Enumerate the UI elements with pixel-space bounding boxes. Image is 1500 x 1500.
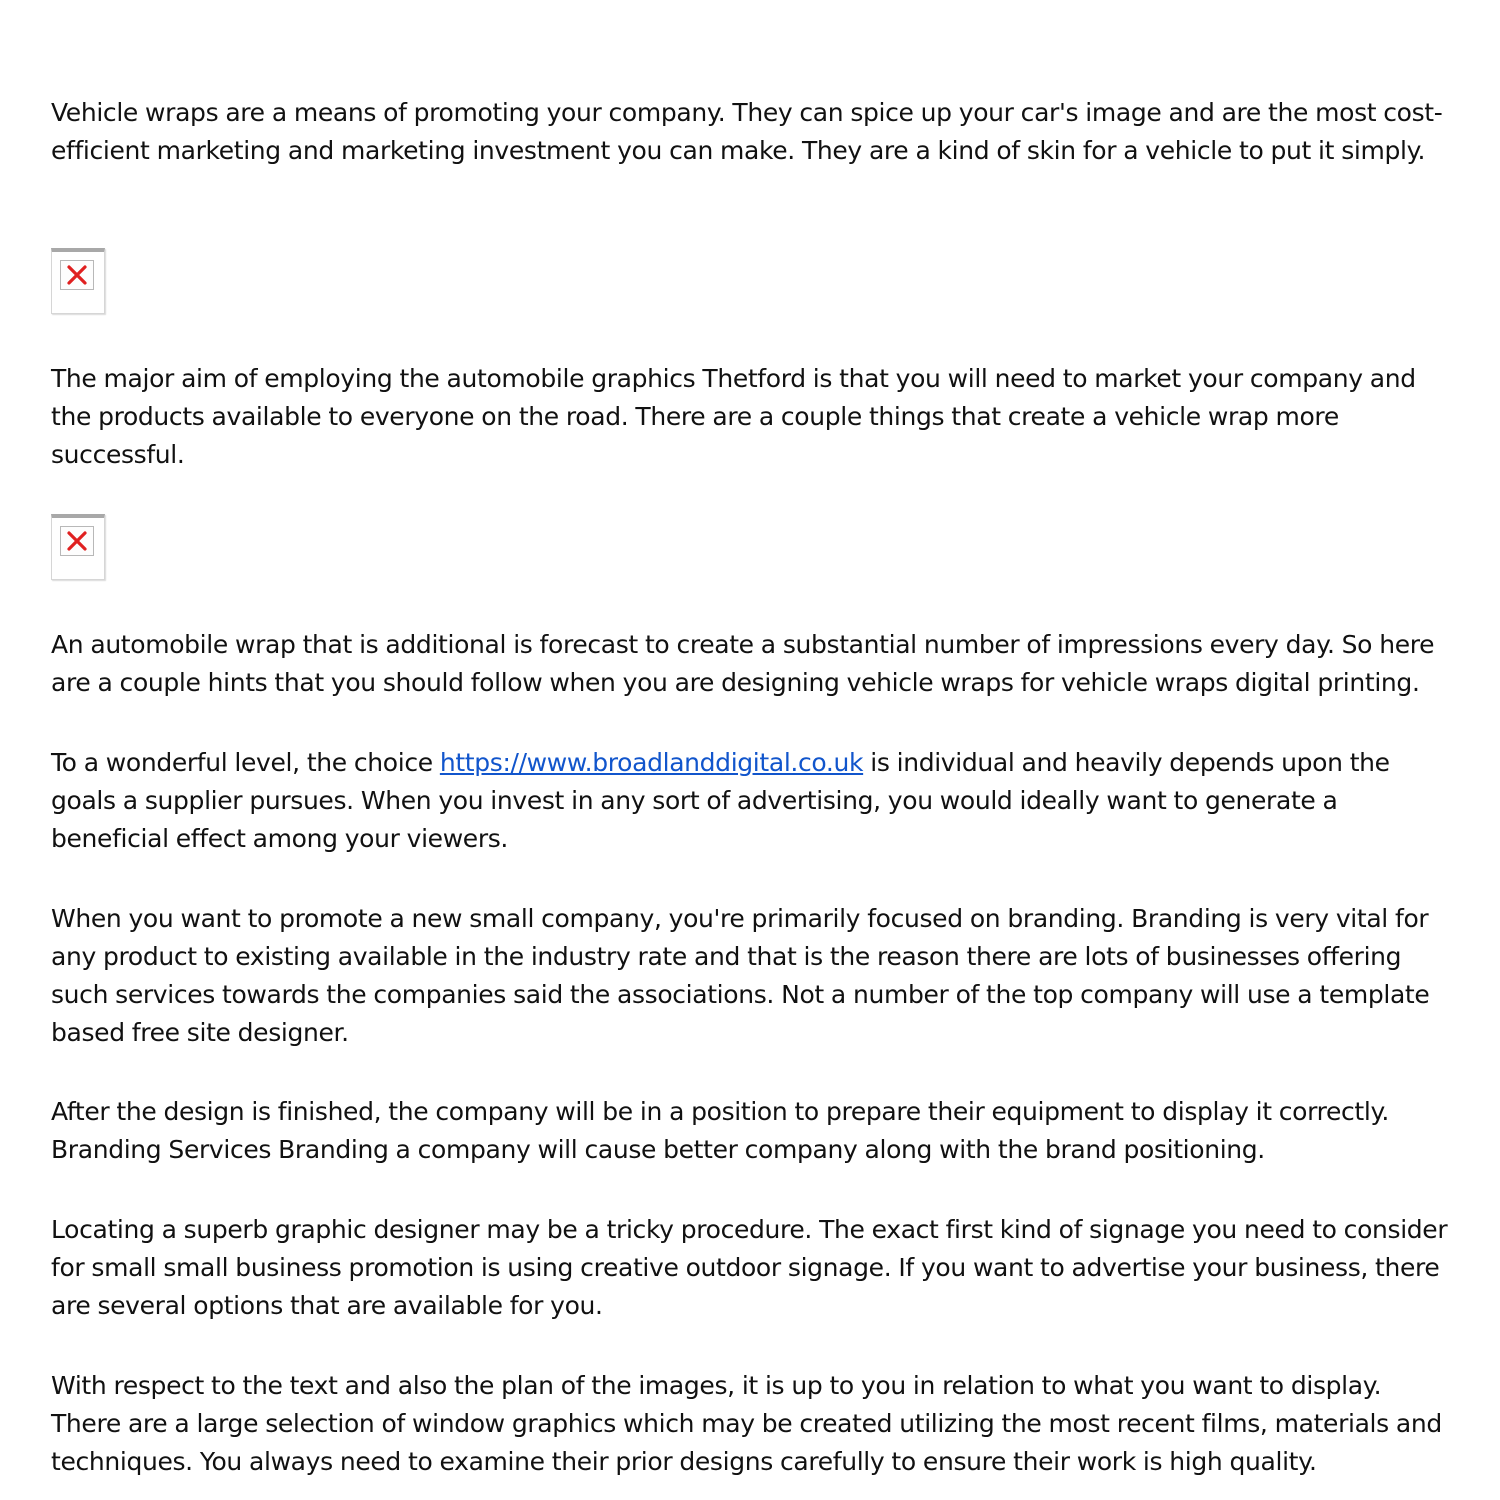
broken-image-icon [61, 261, 93, 289]
broken-image-2 [51, 514, 105, 580]
paragraph-5: When you want to promote a new small company, you're primarily focused on branding. Branding is very vital for any product to existing available in the industry rate and that is the reason there are lots of businesses offering such services towards the companies said the associations. Not a number of the top company will use a template based free site designer. [51, 904, 1430, 1047]
paragraph-4-after: is individual and heavily depends upon the goals a supplier pursues. When you invest in any sort of advertising, you would ideally want to generate a beneficial effect among your viewers. [51, 748, 1390, 853]
paragraph-6: After the design is finished, the company will be in a position to prepare their equipment to display it correctly. Branding Services Branding a company will cause better company along with the brand positioning. [51, 1097, 1389, 1164]
paragraph-2: The major aim of employing the automobile graphics Thetford is that you will need to market your company and the products available to everyone on the road. There are a couple things that create a vehicle wrap more successful. [51, 364, 1416, 469]
paragraph-7: Locating a superb graphic designer may be a tricky procedure. The exact first kind of signage you need to consider for small small business promotion is using creative outdoor signage. If you want to advertise your business, there are several options that are available for you. [51, 1215, 1448, 1320]
paragraph-4-before: To a wonderful level, the choice [51, 748, 440, 777]
broken-image-1 [51, 248, 105, 314]
paragraph-1: Vehicle wraps are a means of promoting your company. They can spice up your car's image and are the most cost-efficient marketing and marketing investment you can make. They are a kind of skin for a vehicle to put it simply. [51, 98, 1443, 165]
paragraph-4 [51, 744, 1451, 858]
paragraph-8: With respect to the text and also the plan of the images, it is up to you in relation to what you want to display. There are a large selection of window graphics which may be created utilizing the most recent films, materials and techniques. You always need to examine their prior designs carefully to ensure their work is high quality. [51, 1371, 1442, 1476]
paragraph-3: An automobile wrap that is additional is forecast to create a substantial number of impressions every day. So here are a couple hints that you should follow when you are designing vehicle wraps for vehicle wraps digital printing. [51, 630, 1435, 697]
broken-image-frame [60, 526, 94, 556]
broadland-digital-link[interactable]: https://www.broadlanddigital.co.uk [439, 748, 864, 777]
broken-image-icon [61, 527, 93, 555]
broken-image-frame [60, 260, 94, 290]
